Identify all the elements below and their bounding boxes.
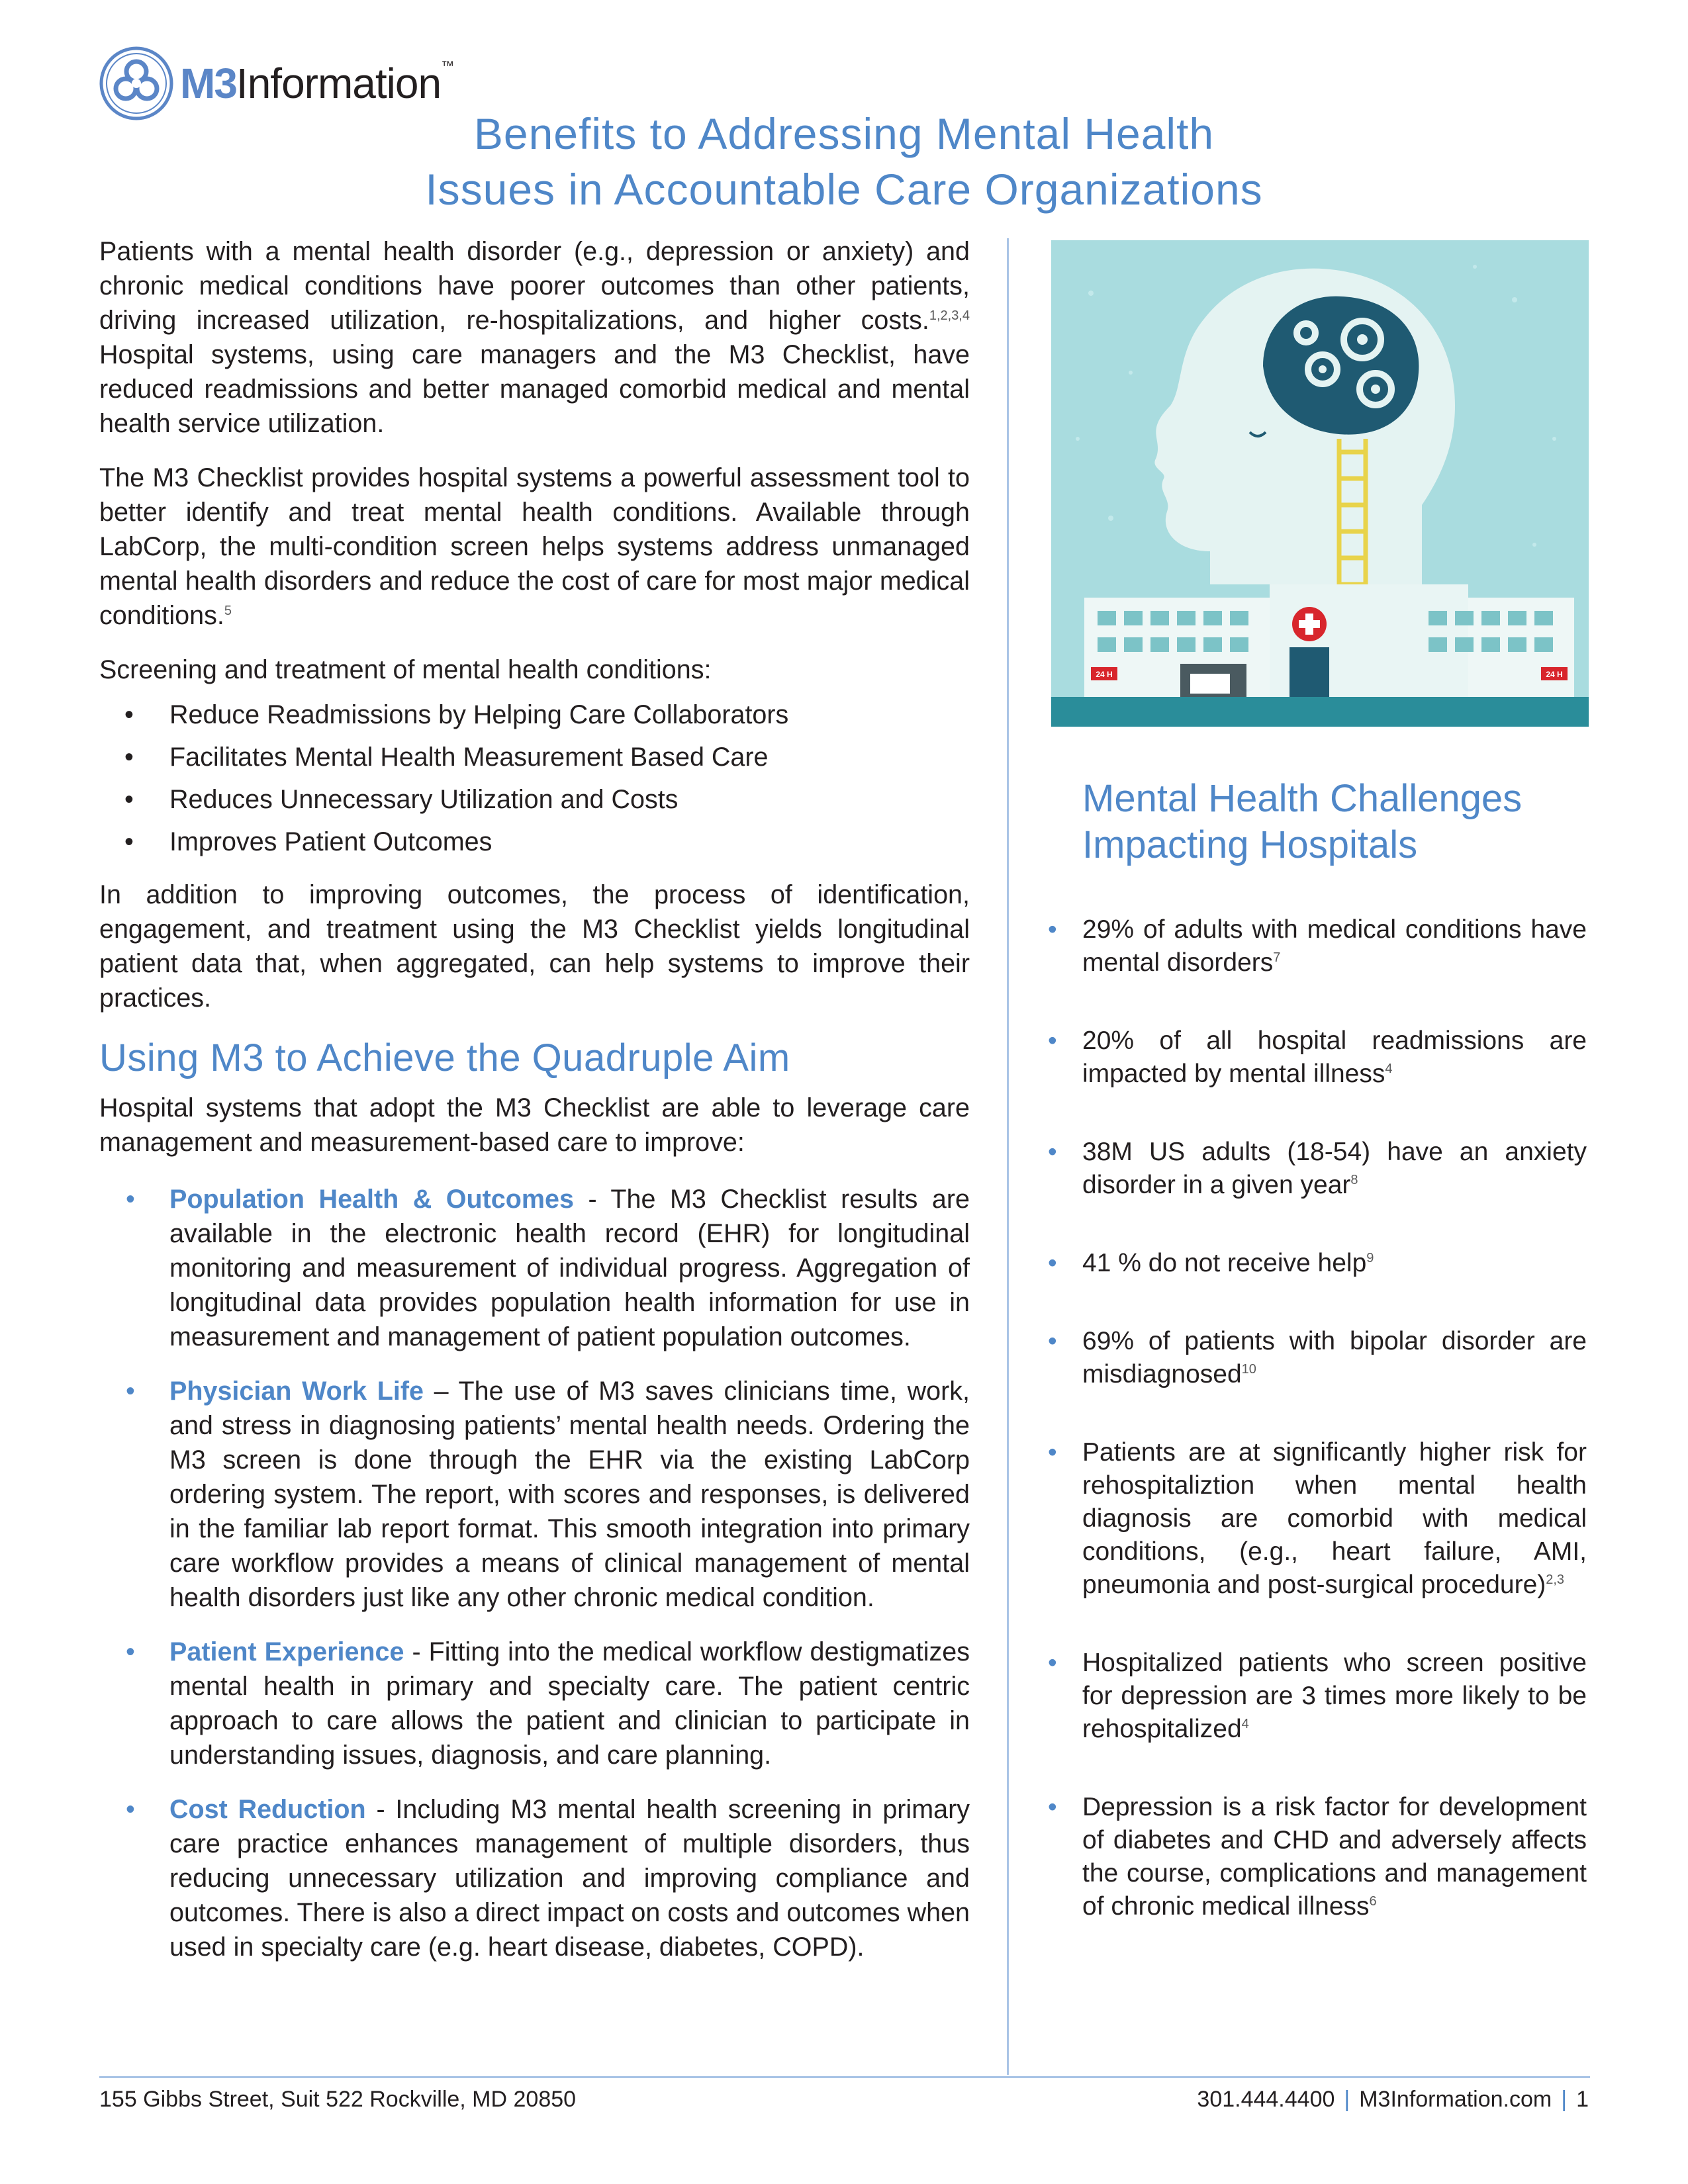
page-number: 1 [1576,2087,1589,2112]
bullet-icon: • [1048,1138,1057,1166]
list-item-text: Facilitates Mental Health Measurement Based Care [169,743,769,772]
aim-text: - Fitting into the medical workflow destigmatizes mental health in primary and specialty care. The patient centric approach to care allows the patient and clinician to participate in understanding issues, diagnosis, and care planning. [169,1637,970,1770]
list-item [99,821,970,863]
citation: 9 [1366,1251,1374,1265]
page-title-line-1: Benefits to Addressing Mental Health [473,109,1215,158]
list-item [99,736,970,778]
list-item-text: Improves Patient Outcomes [169,827,492,856]
intro-text: Patients with a mental health disorder (e.g., depression or anxiety) and chronic medical conditions have poorer outcomes than other patients, driving increased utilization, re-hospitalizations, and higher costs. [99,237,970,335]
stat-text: 38M US adults (18-54) have an anxiety disorder in a given year [1082,1138,1587,1199]
stat-item [1048,1247,1587,1280]
aim-item [99,1182,970,1354]
stat-item [1048,1647,1587,1746]
logo-name: Information [236,60,442,107]
citation: 1,2,3,4 [929,308,970,323]
page-title [199,106,1489,217]
page-title-line-2: Issues in Accountable Care Organizations [425,165,1263,214]
logo-trademark: ™ [441,59,454,73]
sign-left-text: 24 H [1096,670,1113,679]
stat-item [1048,1325,1587,1391]
stats-list [1048,913,1587,1923]
footer-address: 155 Gibbs Street, Suit 522 Rockville, MD 20850 [99,2087,577,2112]
screening-list [99,694,970,863]
bullet-icon: • [126,1377,135,1406]
aim-term: Physician Work Life [169,1377,424,1406]
aim-text: – The use of M3 saves clinicians time, work, and stress in diagnosing patients’ mental health needs. Ordering the M3 screen is done through the EHR via the existing LabCorp ordering system. The report, with scores and responses, is delivered in the familiar lab report format. This smooth integration into primary care workflow provides a means of clinical management of mental health disorders just like any other chronic medical condition. [169,1377,970,1612]
sidebar-heading-line-2: Impacting Hospitals [1082,823,1418,866]
bullet-icon: • [126,1637,135,1666]
citation: 4 [1241,1717,1249,1731]
stat-text: Depression is a risk factor for development of diabetes and CHD and adversely affects the course, complications and management of chronic medical illness [1082,1793,1587,1921]
section-intro: Hospital systems that adopt the M3 Checklist are able to leverage care management and measurement-based care to improve: [99,1093,970,1157]
list-item [99,778,970,821]
right-column [1048,776,1587,1968]
checklist-paragraph [99,461,970,633]
stat-item [1048,1024,1587,1091]
outcomes-paragraph: In addition to improving outcomes, the process of identification, engagement, and treatment using the M3 Checklist yields longitudinal patient data that, when aggregated, can help systems to improve their practices. [99,880,970,1013]
aim-term: Cost Reduction [169,1795,366,1824]
stat-item [1048,1136,1587,1202]
footer-separator: | [1561,2087,1568,2112]
left-column [99,234,970,1984]
footer-phone: 301.444.4400 [1197,2087,1335,2112]
bullet-icon: • [124,785,134,814]
citation: 8 [1350,1173,1358,1187]
citation: 4 [1385,1062,1393,1076]
stat-item [1048,913,1587,979]
m3-logo-icon [99,46,173,120]
checklist-text: The M3 Checklist provides hospital systems a powerful assessment tool to better identify and treat mental health conditions. Available through LabCorp, the multi-condition screen helps systems address unmanaged mental health disorders and reduce the cost of care for most major medical conditions. [99,463,970,630]
bullet-icon: • [124,743,134,772]
stat-text: 41 % do not receive help [1082,1249,1367,1277]
footer-contact [1197,2085,1589,2114]
citation: 5 [224,603,232,618]
intro-paragraph [99,234,970,441]
head-hospital-illustration [1051,240,1589,727]
aim-item [99,1635,970,1772]
bullet-icon: • [1048,915,1057,944]
list-item [99,694,970,736]
aims-list [99,1182,970,1964]
sidebar-heading [1082,776,1587,868]
aim-item [99,1374,970,1615]
bullet-icon: • [1048,1793,1057,1821]
logo-m3: M3 [180,60,236,107]
citation: 2,3 [1546,1572,1565,1587]
list-item-text: Reduce Readmissions by Helping Care Collaborators [169,700,789,729]
intro-text-continued: Hospital systems, using care managers and the M3 Checklist, have reduced readmissions and better managed comorbid medical and mental health service utilization. [99,340,970,438]
aim-item [99,1792,970,1964]
bullet-icon: • [1048,1249,1057,1277]
bullet-icon: • [126,1795,135,1824]
footer-separator: | [1344,2087,1350,2112]
aim-text: - The M3 Checklist results are available in the electronic health record (EHR) for longitudinal monitoring and measurement of individual progress. Aggregation of longitudinal data provides population health information for use in measurement and management of patient population outcomes. [169,1185,970,1351]
sign-right-text: 24 H [1546,670,1563,679]
column-divider [1007,238,1009,2075]
stat-text: 20% of all hospital readmissions are impacted by mental illness [1082,1026,1587,1088]
bullet-icon: • [124,700,134,729]
list-item-text: Reduces Unnecessary Utilization and Costs [169,785,679,814]
bullet-icon: • [126,1185,135,1214]
stat-text: 69% of patients with bipolar disorder are misdiagnosed [1082,1327,1587,1388]
aim-term: Population Health & Outcomes [169,1185,574,1214]
footer-divider [99,2076,1590,2078]
aim-term: Patient Experience [169,1637,404,1666]
footer-website-link[interactable]: M3Information.com [1359,2087,1552,2112]
bullet-icon: • [1048,1026,1057,1055]
aim-text: - Including M3 mental health screening in primary care practice enhances management of multiple disorders, thus reducing unnecessary utilization and improving compliance and outcomes. There is also a direct impact on costs and outcomes when used in specialty care (e.g. heart disease, diabetes, COPD). [169,1795,970,1962]
citation: 10 [1241,1362,1256,1377]
screening-intro: Screening and treatment of mental health conditions: [99,655,712,684]
bullet-icon: • [124,827,134,856]
bullet-icon: • [1048,1327,1057,1355]
stat-item [1048,1436,1587,1602]
bullet-icon: • [1048,1649,1057,1677]
bullet-icon: • [1048,1438,1057,1467]
section-heading: Using M3 to Achieve the Quadruple Aim [99,1036,790,1079]
sidebar-heading-line-1: Mental Health Challenges [1082,777,1523,820]
stat-item [1048,1791,1587,1923]
stat-text: Patients are at significantly higher risk for rehospitaliztion when mental health diagnosis are comorbid with medical conditions, (e.g., heart failure, AMI, pneumonia and post-surgical procedure) [1082,1438,1587,1599]
stat-text: 29% of adults with medical conditions have mental disorders [1082,915,1587,977]
stat-text: Hospitalized patients who screen positive for depression are 3 times more likely to be rehospitalized [1082,1649,1587,1743]
citation: 6 [1369,1894,1377,1909]
citation: 7 [1273,950,1281,965]
